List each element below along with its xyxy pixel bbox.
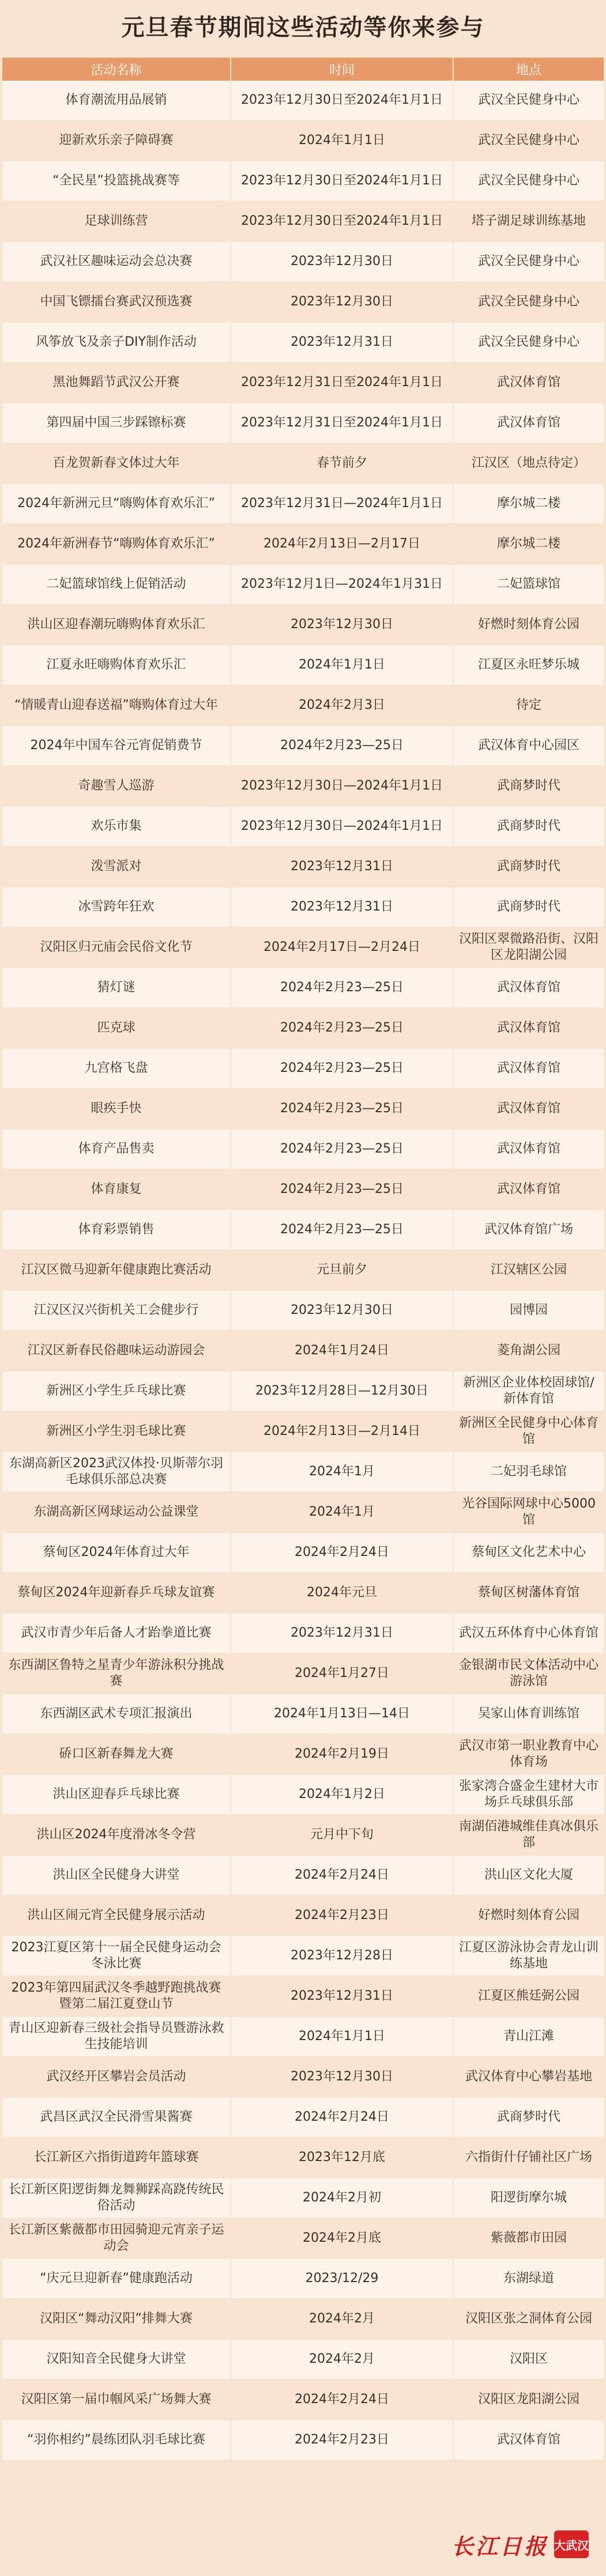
event-location-cell: 武商梦时代 — [453, 847, 604, 887]
table-row — [2, 120, 604, 161]
event-name-cell: 东湖高新区2023武汉体投·贝斯蒂尔羽毛球俱乐部总决赛 — [2, 1452, 231, 1492]
event-name-cell: 足球训练营 — [2, 201, 231, 241]
event-name-cell: 武汉经开区攀岩会员活动 — [2, 2057, 231, 2097]
table-row — [2, 645, 604, 685]
event-time-cell: 2024年1月1日 — [231, 120, 453, 161]
event-location-cell: 武汉体育馆广场 — [453, 1210, 604, 1250]
table-row — [2, 1452, 604, 1492]
event-name-cell: “羽你相约”晨练团队羽毛球比赛 — [2, 2420, 231, 2460]
event-name-cell: 硚口区新春舞龙大赛 — [2, 1734, 231, 1774]
event-location-cell: 园博园 — [453, 1290, 604, 1331]
table-row — [2, 1653, 604, 1694]
event-time-cell: 2023年12月30日—2024年1月1日 — [231, 806, 453, 847]
event-time-cell: 2023年12月30日至2024年1月1日 — [231, 81, 453, 120]
event-time-cell: 2024年1月24日 — [231, 1331, 453, 1371]
event-location-cell: 武商梦时代 — [453, 887, 604, 927]
event-location-cell: 武商梦时代 — [453, 766, 604, 806]
event-name-cell: 东西湖区鲁特之星青少年游泳积分挑战赛 — [2, 1653, 231, 1694]
event-location-cell: 武汉全民健身中心 — [453, 120, 604, 161]
event-location-cell: 二妃羽毛球馆 — [453, 1452, 604, 1492]
event-time-cell: 2023年12月30日至2024年1月1日 — [231, 201, 453, 241]
event-location-cell: 汉阳区 — [453, 2339, 604, 2379]
event-location-cell: 汉阳区翠微路沿街、汉阳区龙阳湖公园 — [453, 927, 604, 968]
event-location-cell: 光谷国际网球中心5000馆 — [453, 1492, 604, 1532]
event-name-cell: 汉阳知音全民健身大讲堂 — [2, 2339, 231, 2379]
table-row — [2, 605, 604, 645]
event-time-cell: 2023年12月31日 — [231, 322, 453, 362]
event-location-cell: 汉阳区龙阳湖公园 — [453, 2379, 604, 2420]
table-row — [2, 1976, 604, 2016]
event-name-cell: 奇趣雪人巡游 — [2, 766, 231, 806]
event-time-cell: 2023年12月30日 — [231, 605, 453, 645]
event-name-cell: 冰雪跨年狂欢 — [2, 887, 231, 927]
table-row — [2, 2097, 604, 2137]
table-row — [2, 2057, 604, 2097]
event-time-cell: 2024年2月23—25日 — [231, 1089, 453, 1129]
event-location-cell: 新洲区企业体校固球馆/新体育馆 — [453, 1371, 604, 1411]
table-row — [2, 362, 604, 403]
table-row — [2, 726, 604, 766]
event-time-cell: 2024年2月23—25日 — [231, 726, 453, 766]
event-time-cell: 2024年1月1日 — [231, 645, 453, 685]
event-time-cell: 2024年2月23—25日 — [231, 1129, 453, 1169]
event-name-cell: 武汉市青少年后备人才跆拳道比赛 — [2, 1613, 231, 1653]
table-row — [2, 282, 604, 322]
event-time-cell: 2024年2月底 — [231, 2218, 453, 2258]
table-row — [2, 1815, 604, 1855]
event-location-cell: 武汉全民健身中心 — [453, 282, 604, 322]
event-time-cell: 2023年12月1日—2024年1月31日 — [231, 564, 453, 605]
table-row — [2, 1936, 604, 1976]
event-location-cell: 紫薇都市田园 — [453, 2218, 604, 2258]
event-name-cell: 蔡甸区2024年迎新春乒乓球友谊赛 — [2, 1573, 231, 1613]
table-row — [2, 1492, 604, 1532]
table-row — [2, 968, 604, 1008]
table-row — [2, 1008, 604, 1048]
table-row — [2, 2137, 604, 2178]
table-row — [2, 524, 604, 564]
table-row — [2, 81, 604, 120]
event-name-cell: 泼雪派对 — [2, 847, 231, 887]
table-row — [2, 1210, 604, 1250]
event-location-cell: 菱角湖公园 — [453, 1331, 604, 1371]
event-location-cell: 武汉体育中心园区 — [453, 726, 604, 766]
table-row — [2, 1048, 604, 1089]
table-row — [2, 2339, 604, 2379]
table-row — [2, 1411, 604, 1452]
event-location-cell: 南湖佰港城维佳真冰俱乐部 — [453, 1815, 604, 1855]
event-name-cell: 百龙贺新春文体过大年 — [2, 443, 231, 484]
table-row — [2, 685, 604, 726]
event-time-cell: 2023年12月28日 — [231, 1936, 453, 1976]
event-time-cell: 2024年1月 — [231, 1452, 453, 1492]
event-location-cell: 武汉全民健身中心 — [453, 241, 604, 282]
event-name-cell: 江夏永旺嗨购体育欢乐汇 — [2, 645, 231, 685]
event-time-cell: 2024年2月24日 — [231, 2379, 453, 2420]
table-row — [2, 2016, 604, 2057]
table-row — [2, 1290, 604, 1331]
event-time-cell: 2024年2月24日 — [231, 1855, 453, 1895]
footer-logo — [451, 2524, 589, 2564]
event-name-cell: 眼疾手快 — [2, 1089, 231, 1129]
event-location-cell: 金银湖市民文体活动中心游泳馆 — [453, 1653, 604, 1694]
event-location-cell: 阳逻街摩尔城 — [453, 2178, 604, 2218]
page-title: 元旦春节期间这些活动等你来参与 — [121, 14, 485, 41]
table-body — [2, 81, 604, 2460]
event-name-cell: 东湖高新区网球运动公益课堂 — [2, 1492, 231, 1532]
table-row — [2, 766, 604, 806]
table-row — [2, 564, 604, 605]
event-location-cell: 武汉体育馆 — [453, 1008, 604, 1048]
event-name-cell: 第四届中国三步踩镲标赛 — [2, 403, 231, 443]
table-row — [2, 1855, 604, 1895]
event-time-cell: 2024年1月 — [231, 1492, 453, 1532]
event-name-cell: 体育彩票销售 — [2, 1210, 231, 1250]
event-time-cell: 春节前夕 — [231, 443, 453, 484]
event-name-cell: 九宫格飞盘 — [2, 1048, 231, 1089]
event-location-cell: 摩尔城二楼 — [453, 484, 604, 524]
table-row — [2, 1532, 604, 1573]
event-location-cell: 武汉体育中心攀岩基地 — [453, 2057, 604, 2097]
event-name-cell: 洪山区迎春乒乓球比赛 — [2, 1774, 231, 1815]
column-header-location: 地点 — [453, 58, 604, 81]
event-location-cell: 武汉全民健身中心 — [453, 322, 604, 362]
event-time-cell: 2024年2月3日 — [231, 685, 453, 726]
event-location-cell: 武汉体育馆 — [453, 403, 604, 443]
event-time-cell: 2023年12月30日—2024年1月1日 — [231, 766, 453, 806]
table-row — [2, 1169, 604, 1210]
event-name-cell: 洪山区迎春潮玩嗨购体育欢乐汇 — [2, 605, 231, 645]
event-time-cell: 2024年2月19日 — [231, 1734, 453, 1774]
event-time-cell: 2024年2月23日 — [231, 2420, 453, 2460]
event-location-cell: 张家湾合盛金生建材大市场乒乓球俱乐部 — [453, 1774, 604, 1815]
event-name-cell: 汉阳区归元庙会民俗文化节 — [2, 927, 231, 968]
event-location-cell: 武汉市第一职业教育中心体育场 — [453, 1734, 604, 1774]
table-row — [2, 1734, 604, 1774]
event-location-cell: 好燃时刻体育公园 — [453, 605, 604, 645]
event-name-cell: 武昌区武汉全民滑雪果酱赛 — [2, 2097, 231, 2137]
event-name-cell: 洪山区全民健身大讲堂 — [2, 1855, 231, 1895]
event-time-cell: 2024年2月17日—2月24日 — [231, 927, 453, 968]
table-row — [2, 322, 604, 362]
table-row — [2, 1371, 604, 1411]
event-location-cell: 摩尔城二楼 — [453, 524, 604, 564]
event-name-cell: 武汉社区趣味运动会总决赛 — [2, 241, 231, 282]
table-row — [2, 1129, 604, 1169]
event-location-cell: 塔子湖足球训练基地 — [453, 201, 604, 241]
table-row — [2, 161, 604, 201]
event-location-cell: 武商梦时代 — [453, 806, 604, 847]
event-name-cell: 洪山区闹元宵全民健身展示活动 — [2, 1895, 231, 1936]
event-name-cell: “庆元旦迎新春”健康跑活动 — [2, 2258, 231, 2299]
table-row — [2, 1774, 604, 1815]
table-header — [2, 58, 604, 81]
event-name-cell: 黑池舞蹈节武汉公开赛 — [2, 362, 231, 403]
event-time-cell: 2023年12月31日至2024年1月1日 — [231, 362, 453, 403]
table-row — [2, 1694, 604, 1734]
event-time-cell: 2024年元旦 — [231, 1573, 453, 1613]
event-location-cell: 江汉辖区公园 — [453, 1250, 604, 1290]
event-time-cell: 2023年12月30日 — [231, 1290, 453, 1331]
event-location-cell: 武汉体育馆 — [453, 1169, 604, 1210]
event-time-cell: 2024年1月27日 — [231, 1653, 453, 1694]
event-location-cell: 武汉体育馆 — [453, 1129, 604, 1169]
event-location-cell: 武汉体育馆 — [453, 968, 604, 1008]
event-location-cell: 好燃时刻体育公园 — [453, 1895, 604, 1936]
event-name-cell: 新洲区小学生乒乓球比赛 — [2, 1371, 231, 1411]
table-row — [2, 1250, 604, 1290]
event-location-cell: 江夏区永旺梦乐城 — [453, 645, 604, 685]
table-row — [2, 1895, 604, 1936]
event-name-cell: 蔡甸区2024年体育过大年 — [2, 1532, 231, 1573]
event-time-cell: 2024年1月1日 — [231, 2016, 453, 2057]
event-name-cell: 长江新区紫薇都市田园骑迎元宵亲子运动会 — [2, 2218, 231, 2258]
event-name-cell: 欢乐市集 — [2, 806, 231, 847]
event-location-cell: 武汉全民健身中心 — [453, 81, 604, 120]
event-time-cell: 2023年12月底 — [231, 2137, 453, 2178]
table-row — [2, 1613, 604, 1653]
event-time-cell: 2024年2月13日—2月14日 — [231, 1411, 453, 1452]
table-row — [2, 1089, 604, 1129]
table-row — [2, 403, 604, 443]
column-header-name: 活动名称 — [2, 58, 231, 81]
event-time-cell: 元月中下旬 — [231, 1815, 453, 1855]
event-time-cell: 2024年2月 — [231, 2299, 453, 2339]
events-table — [2, 58, 604, 2461]
table-row — [2, 2178, 604, 2218]
event-location-cell: 武汉五环体育中心体育馆 — [453, 1613, 604, 1653]
column-header-time: 时间 — [231, 58, 453, 81]
event-time-cell: 2024年2月23—25日 — [231, 968, 453, 1008]
event-name-cell: 风筝放飞及亲子DIY制作活动 — [2, 322, 231, 362]
event-time-cell: 2024年2月初 — [231, 2178, 453, 2218]
table-row — [2, 2379, 604, 2420]
event-name-cell: 江汉区汉兴街机关工会健步行 — [2, 1290, 231, 1331]
event-name-cell: 体育康复 — [2, 1169, 231, 1210]
event-name-cell: 长江新区阳逻街舞龙舞狮踩高跷传统民俗活动 — [2, 2178, 231, 2218]
event-name-cell: “情暖青山迎春送福”嗨购体育过大年 — [2, 685, 231, 726]
newspaper-logo-text: 长江日报 — [451, 2533, 548, 2559]
table-row — [2, 887, 604, 927]
event-name-cell: 体育潮流用品展销 — [2, 81, 231, 120]
event-location-cell: 汉阳区张之洞体育公园 — [453, 2299, 604, 2339]
event-name-cell: 东西湖区武术专项汇报演出 — [2, 1694, 231, 1734]
event-name-cell: 江汉区新春民俗趣味运动游园会 — [2, 1331, 231, 1371]
event-location-cell: 武汉体育馆 — [453, 362, 604, 403]
event-location-cell: 二妃篮球馆 — [453, 564, 604, 605]
event-name-cell: 2023年第四届武汉冬季越野跑挑战赛暨第二届江夏登山节 — [2, 1976, 231, 2016]
table-row — [2, 2218, 604, 2258]
event-location-cell: 武汉全民健身中心 — [453, 161, 604, 201]
table-row — [2, 241, 604, 282]
event-location-cell: 青山江滩 — [453, 2016, 604, 2057]
event-time-cell: 2024年2月23—25日 — [231, 1048, 453, 1089]
event-location-cell: 吴家山体育训练馆 — [453, 1694, 604, 1734]
header-row — [2, 58, 604, 81]
event-name-cell: 洪山区2024年度滑冰冬令营 — [2, 1815, 231, 1855]
event-location-cell: 武汉体育馆 — [453, 1089, 604, 1129]
event-location-cell: 蔡甸区树藩体育馆 — [453, 1573, 604, 1613]
event-time-cell: 2023年12月31日 — [231, 847, 453, 887]
event-time-cell: 元旦前夕 — [231, 1250, 453, 1290]
event-name-cell: 青山区迎新春三级社会指导员暨游泳救生技能培训 — [2, 2016, 231, 2057]
event-time-cell: 2023年12月30日 — [231, 282, 453, 322]
table-row — [2, 443, 604, 484]
table-row — [2, 847, 604, 887]
event-name-cell: 二妃篮球馆线上促销活动 — [2, 564, 231, 605]
event-location-cell: 待定 — [453, 685, 604, 726]
event-time-cell: 2024年2月24日 — [231, 1532, 453, 1573]
event-time-cell: 2024年2月13日—2月17日 — [231, 524, 453, 564]
event-location-cell: 江夏区游泳协会青龙山训练基地 — [453, 1936, 604, 1976]
event-location-cell: 江夏区熊廷弼公园 — [453, 1976, 604, 2016]
event-location-cell: 蔡甸区文化艺术中心 — [453, 1532, 604, 1573]
event-name-cell: 新洲区小学生羽毛球比赛 — [2, 1411, 231, 1452]
event-name-cell: 中国飞镖擂台赛武汉预选赛 — [2, 282, 231, 322]
event-location-cell: 洪山区文化大厦 — [453, 1855, 604, 1895]
table-row — [2, 1573, 604, 1613]
event-name-cell: 迎新欢乐亲子障碍赛 — [2, 120, 231, 161]
event-name-cell: 2023江夏区第十一届全民健身运动会冬泳比赛 — [2, 1936, 231, 1976]
event-name-cell: 体育产品售卖 — [2, 1129, 231, 1169]
event-name-cell: 匹克球 — [2, 1008, 231, 1048]
event-time-cell: 2024年1月13日—14日 — [231, 1694, 453, 1734]
event-name-cell: 2024年新洲春节“嗨购体育欢乐汇” — [2, 524, 231, 564]
logo-badge: 大武汉 — [554, 2530, 589, 2558]
table-row — [2, 2420, 604, 2460]
event-name-cell: 猜灯谜 — [2, 968, 231, 1008]
event-time-cell: 2023年12月30日至2024年1月1日 — [231, 161, 453, 201]
event-name-cell: “全民星”投篮挑战赛等 — [2, 161, 231, 201]
event-time-cell: 2023年12月31日 — [231, 1613, 453, 1653]
event-name-cell: 2024年新洲元旦“嗨购体育欢乐汇” — [2, 484, 231, 524]
event-location-cell: 武汉体育馆 — [453, 1048, 604, 1089]
event-time-cell: 2024年2月 — [231, 2339, 453, 2379]
table-row — [2, 484, 604, 524]
event-time-cell: 2024年2月23—25日 — [231, 1210, 453, 1250]
event-time-cell: 2024年1月2日 — [231, 1774, 453, 1815]
event-location-cell: 六指街什仔铺社区广场 — [453, 2137, 604, 2178]
event-location-cell: 新洲区全民健身中心体育馆 — [453, 1411, 604, 1452]
event-time-cell: 2024年2月23日 — [231, 1895, 453, 1936]
event-time-cell: 2023年12月31日 — [231, 887, 453, 927]
event-name-cell: 江汉区微马迎新年健康跑比赛活动 — [2, 1250, 231, 1290]
event-time-cell: 2023年12月31日—2024年1月1日 — [231, 484, 453, 524]
event-time-cell: 2024年2月23—25日 — [231, 1169, 453, 1210]
event-name-cell: 汉阳区“舞动汉阳”排舞大赛 — [2, 2299, 231, 2339]
table-row — [2, 927, 604, 968]
event-time-cell: 2023年12月30日 — [231, 2057, 453, 2097]
event-time-cell: 2024年2月23—25日 — [231, 1008, 453, 1048]
event-name-cell: 汉阳区第一届巾帼风采广场舞大赛 — [2, 2379, 231, 2420]
event-location-cell: 东湖绿道 — [453, 2258, 604, 2299]
table-row — [2, 2258, 604, 2299]
event-location-cell: 武汉体育馆 — [453, 2420, 604, 2460]
table-row — [2, 1331, 604, 1371]
event-time-cell: 2023年12月31日至2024年1月1日 — [231, 403, 453, 443]
event-name-cell: 2024年中国车谷元宵促销费节 — [2, 726, 231, 766]
table-row — [2, 806, 604, 847]
event-time-cell: 2023/12/29 — [231, 2258, 453, 2299]
event-name-cell: 长江新区六指街道跨年篮球赛 — [2, 2137, 231, 2178]
event-time-cell: 2023年12月30日 — [231, 241, 453, 282]
table-row — [2, 2299, 604, 2339]
table-row — [2, 201, 604, 241]
event-time-cell: 2024年2月24日 — [231, 2097, 453, 2137]
event-time-cell: 2023年12月28日—12月30日 — [231, 1371, 453, 1411]
event-location-cell: 江汉区（地点待定） — [453, 443, 604, 484]
event-time-cell: 2023年12月31日 — [231, 1976, 453, 2016]
event-location-cell: 武商梦时代 — [453, 2097, 604, 2137]
